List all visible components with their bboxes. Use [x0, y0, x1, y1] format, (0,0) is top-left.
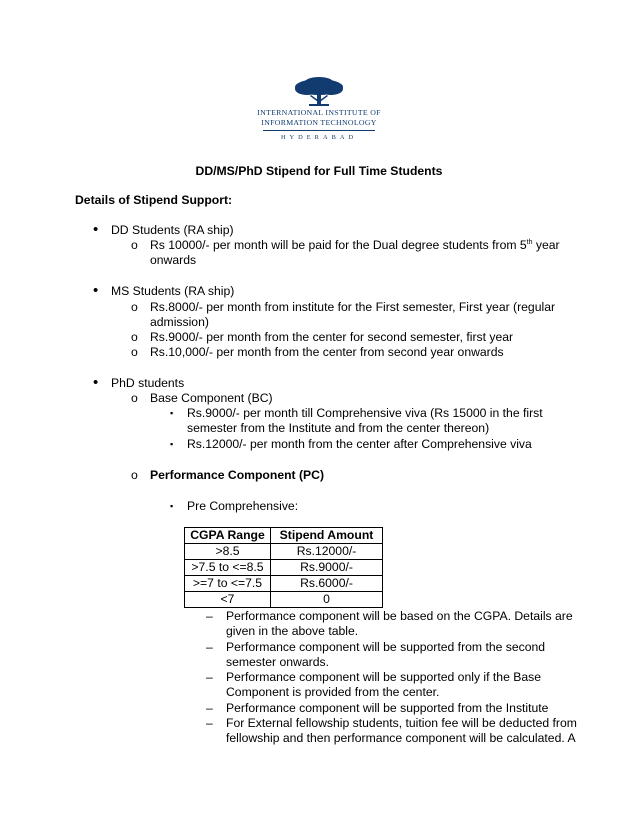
document-title: DD/MS/PhD Stipend for Full Time Students: [195, 164, 443, 178]
table-cell: Rs.12000/-: [271, 544, 383, 560]
note-1: Performance component will be based on the CGPA. Details are: [226, 609, 573, 623]
dd-item-1-text: Rs 10000/- per month will be paid for the Dual degree students from 5: [150, 238, 527, 252]
square-bullet-icon: ▪: [170, 439, 174, 449]
table-row: [185, 560, 383, 576]
table-row: [185, 544, 383, 560]
dd-item-1-tail: year: [532, 238, 560, 252]
note-3: Performance component will be supported only if the Base: [226, 670, 542, 684]
table-cell: 0: [271, 592, 383, 608]
circle-bullet-icon: o: [131, 391, 138, 405]
table-cell: >8.5: [185, 544, 271, 560]
pc-label: Performance Component (PC): [150, 468, 325, 482]
dd-item-1-cont: onwards: [150, 253, 197, 267]
table-cell: Rs.6000/-: [271, 576, 383, 592]
column-header: Stipend Amount: [271, 528, 383, 544]
note-5-cont: fellowship and then performance component will be calculated. A: [226, 731, 576, 745]
circle-bullet-icon: o: [131, 345, 138, 359]
note-4: Performance component will be supported from the Institute: [226, 701, 549, 715]
tree-icon: [287, 76, 351, 108]
circle-bullet-icon: o: [131, 238, 138, 252]
disc-bullet-icon: •: [93, 221, 99, 238]
table-cell: <7: [185, 592, 271, 608]
table-cell: >=7 to <=7.5: [185, 576, 271, 592]
dash-bullet-icon: –: [206, 701, 213, 715]
logo-divider: [263, 130, 375, 131]
bc-item-1: Rs.9000/- per month till Comprehensive viva (Rs 15000 in the first: [187, 406, 543, 420]
note-2-cont: semester onwards.: [226, 655, 329, 669]
dash-bullet-icon: –: [206, 609, 213, 623]
disc-bullet-icon: •: [93, 282, 99, 299]
institute-logo: [256, 76, 382, 142]
circle-bullet-icon: o: [131, 468, 138, 482]
dash-bullet-icon: –: [206, 670, 213, 684]
column-header: CGPA Range: [185, 528, 271, 544]
pre-comprehensive-label: Pre Comprehensive:: [187, 499, 299, 513]
note-1-cont: given in the above table.: [226, 624, 359, 638]
bc-item-2: Rs.12000/- per month from the center after Comprehensive viva: [187, 437, 532, 451]
phd-label: PhD students: [111, 376, 185, 390]
note-5: For External fellowship students, tuition fee will be deducted from: [226, 716, 577, 730]
dd-label: DD Students (RA ship): [111, 223, 234, 237]
ms-label: MS Students (RA ship): [111, 284, 235, 298]
dash-bullet-icon: –: [206, 640, 213, 654]
circle-bullet-icon: o: [131, 330, 138, 344]
bc-item-1-cont: semester from the Institute and from the center thereon): [187, 421, 490, 435]
table-cell: Rs.9000/-: [271, 560, 383, 576]
stipend-table: [184, 527, 383, 608]
ms-item-3: Rs.10,000/- per month from the center from second year onwards: [150, 345, 504, 359]
dash-bullet-icon: –: [206, 716, 213, 730]
logo-line-3: HYDERABAD: [280, 134, 358, 141]
logo-line-1: INTERNATIONAL INSTITUTE OF: [257, 108, 381, 117]
table-cell: >7.5 to <=8.5: [185, 560, 271, 576]
circle-bullet-icon: o: [131, 300, 138, 314]
ms-item-1-cont: admission): [150, 315, 209, 329]
section-heading: Details of Stipend Support:: [75, 193, 233, 207]
ms-item-1: Rs.8000/- per month from institute for the First semester, First year (regular: [150, 300, 556, 314]
table-row: [185, 592, 383, 608]
table-row: [185, 576, 383, 592]
dd-item-1-sup: th: [526, 239, 533, 246]
square-bullet-icon: ▪: [170, 408, 174, 418]
table-header-row: [185, 528, 383, 544]
logo-line-2: INFORMATION TECHNOLOGY: [261, 118, 377, 127]
disc-bullet-icon: •: [93, 374, 99, 391]
note-2: Performance component will be supported from the second: [226, 640, 546, 654]
ms-item-2: Rs.9000/- per month from the center for second semester, first year: [150, 330, 514, 344]
note-3-cont: Component is provided from the center.: [226, 685, 440, 699]
bc-label: Base Component (BC): [150, 391, 273, 405]
dd-item-1: [150, 238, 560, 253]
square-bullet-icon: ▪: [170, 501, 174, 511]
